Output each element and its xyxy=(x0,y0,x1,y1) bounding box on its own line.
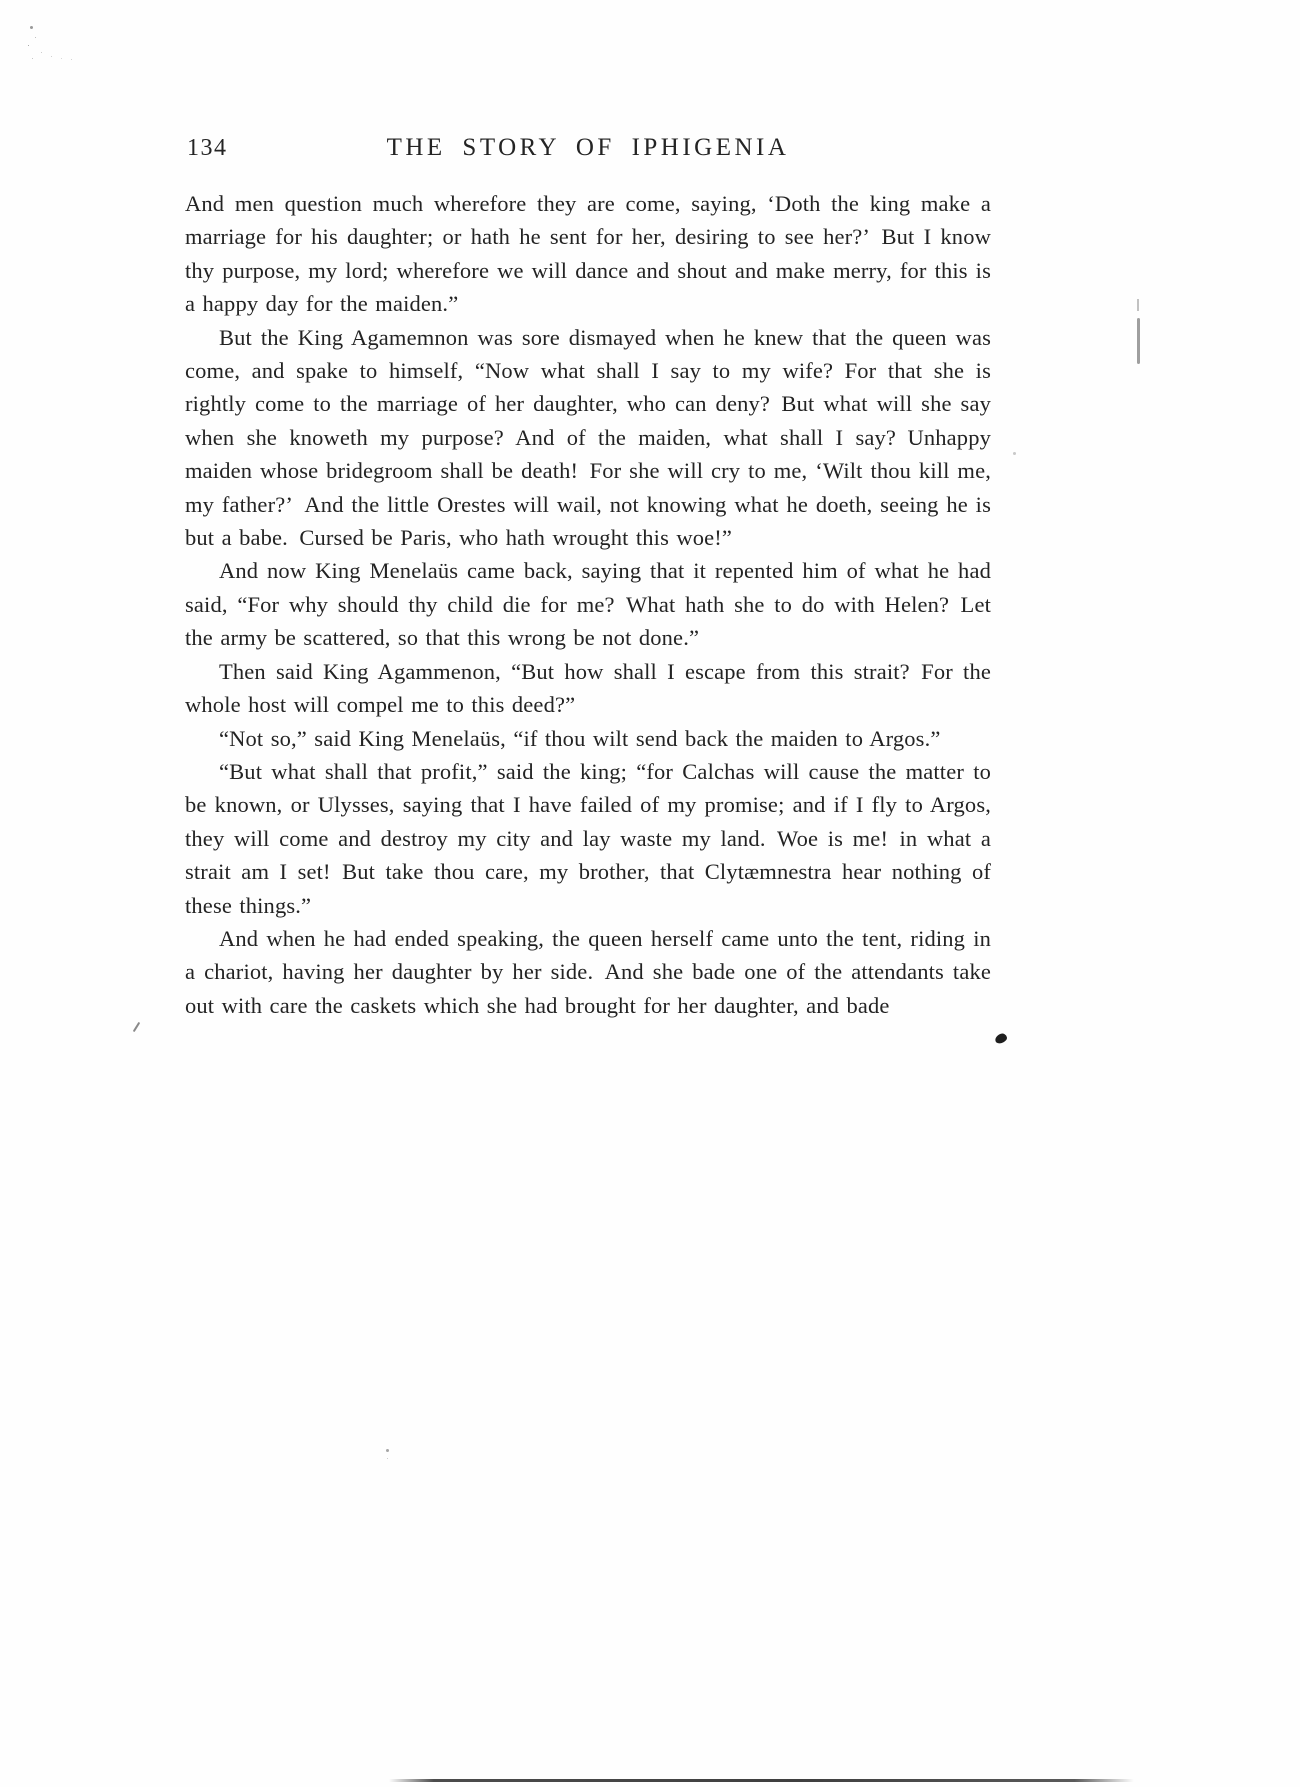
paragraph-1: And men question much wherefore they are come, saying, ‘Doth the king make a marriage for his daughter; or hath he sent for her, desiring to see her?’ But I know thy purpose, my lord; wherefore we will dance and shout and make merry, for this is a happy day for the maiden.” xyxy=(185,191,991,317)
page-number: 134 xyxy=(187,135,228,161)
ink-blot xyxy=(994,1032,1008,1044)
paragraph-5: “Not so,” said King Menelaüs, “if thou wilt send back the maiden to Argos.” xyxy=(219,725,941,751)
paragraph-2: But the King Agamemnon was sore dismayed when he knew that the queen was come, and spake to himself, “Now what shall I say to my wife? For that she is rightly come to the marriage of her daughter, who can deny? But what will she say when she knoweth my purpose? And of the maiden, what shall I say? Unhappy maiden whose bridegroom shall be death! For she will cry to me, ‘Wilt thou kill me, my father?’ And the little Orestes will wail, not knowing what he doeth, seeing he is but a babe. Cursed be Paris, who hath wrought this woe!” xyxy=(185,324,991,551)
paragraph-6: “But what shall that profit,” said the king; “for Calchas will cause the matter to be known, or Ulysses, saying that I have failed of my promise; and if I fly to Argos, they will come and destroy my city and lay waste my land. Woe is me! in what a strait am I set! But take thou care, my brother, that Clytæmnestra hear nothing of these things.” xyxy=(185,758,991,918)
scan-tick-right xyxy=(1137,299,1139,311)
margin-mark xyxy=(133,1022,141,1032)
paragraph-7: And when he had ended speaking, the queen herself came unto the tent, riding in a chariot, having her daughter by her side. And she bade one of the attendants take out with care the caskets which she had brought for her daughter, and bade xyxy=(185,925,991,1018)
scan-dot xyxy=(386,1449,389,1452)
page-title: THE STORY OF IPHIGENIA xyxy=(386,134,790,161)
paragraph-3: And now King Menelaüs came back, saying that it repented him of what he had said, “For why should thy child die for me? What hath she to do with Helen? Let the army be scattered, so that this wrong be not done.” xyxy=(185,558,991,651)
scan-speckles xyxy=(30,26,33,29)
scan-line-right xyxy=(1137,318,1140,364)
paragraph-4: Then said King Agammenon, “But how shall I escape from this strait? For the whole host will compel me to this deed?” xyxy=(185,658,991,718)
text-block xyxy=(185,187,991,1022)
scan-dot-right xyxy=(1013,452,1016,455)
page-header xyxy=(185,134,991,166)
bottom-scan-line xyxy=(389,1779,1134,1782)
